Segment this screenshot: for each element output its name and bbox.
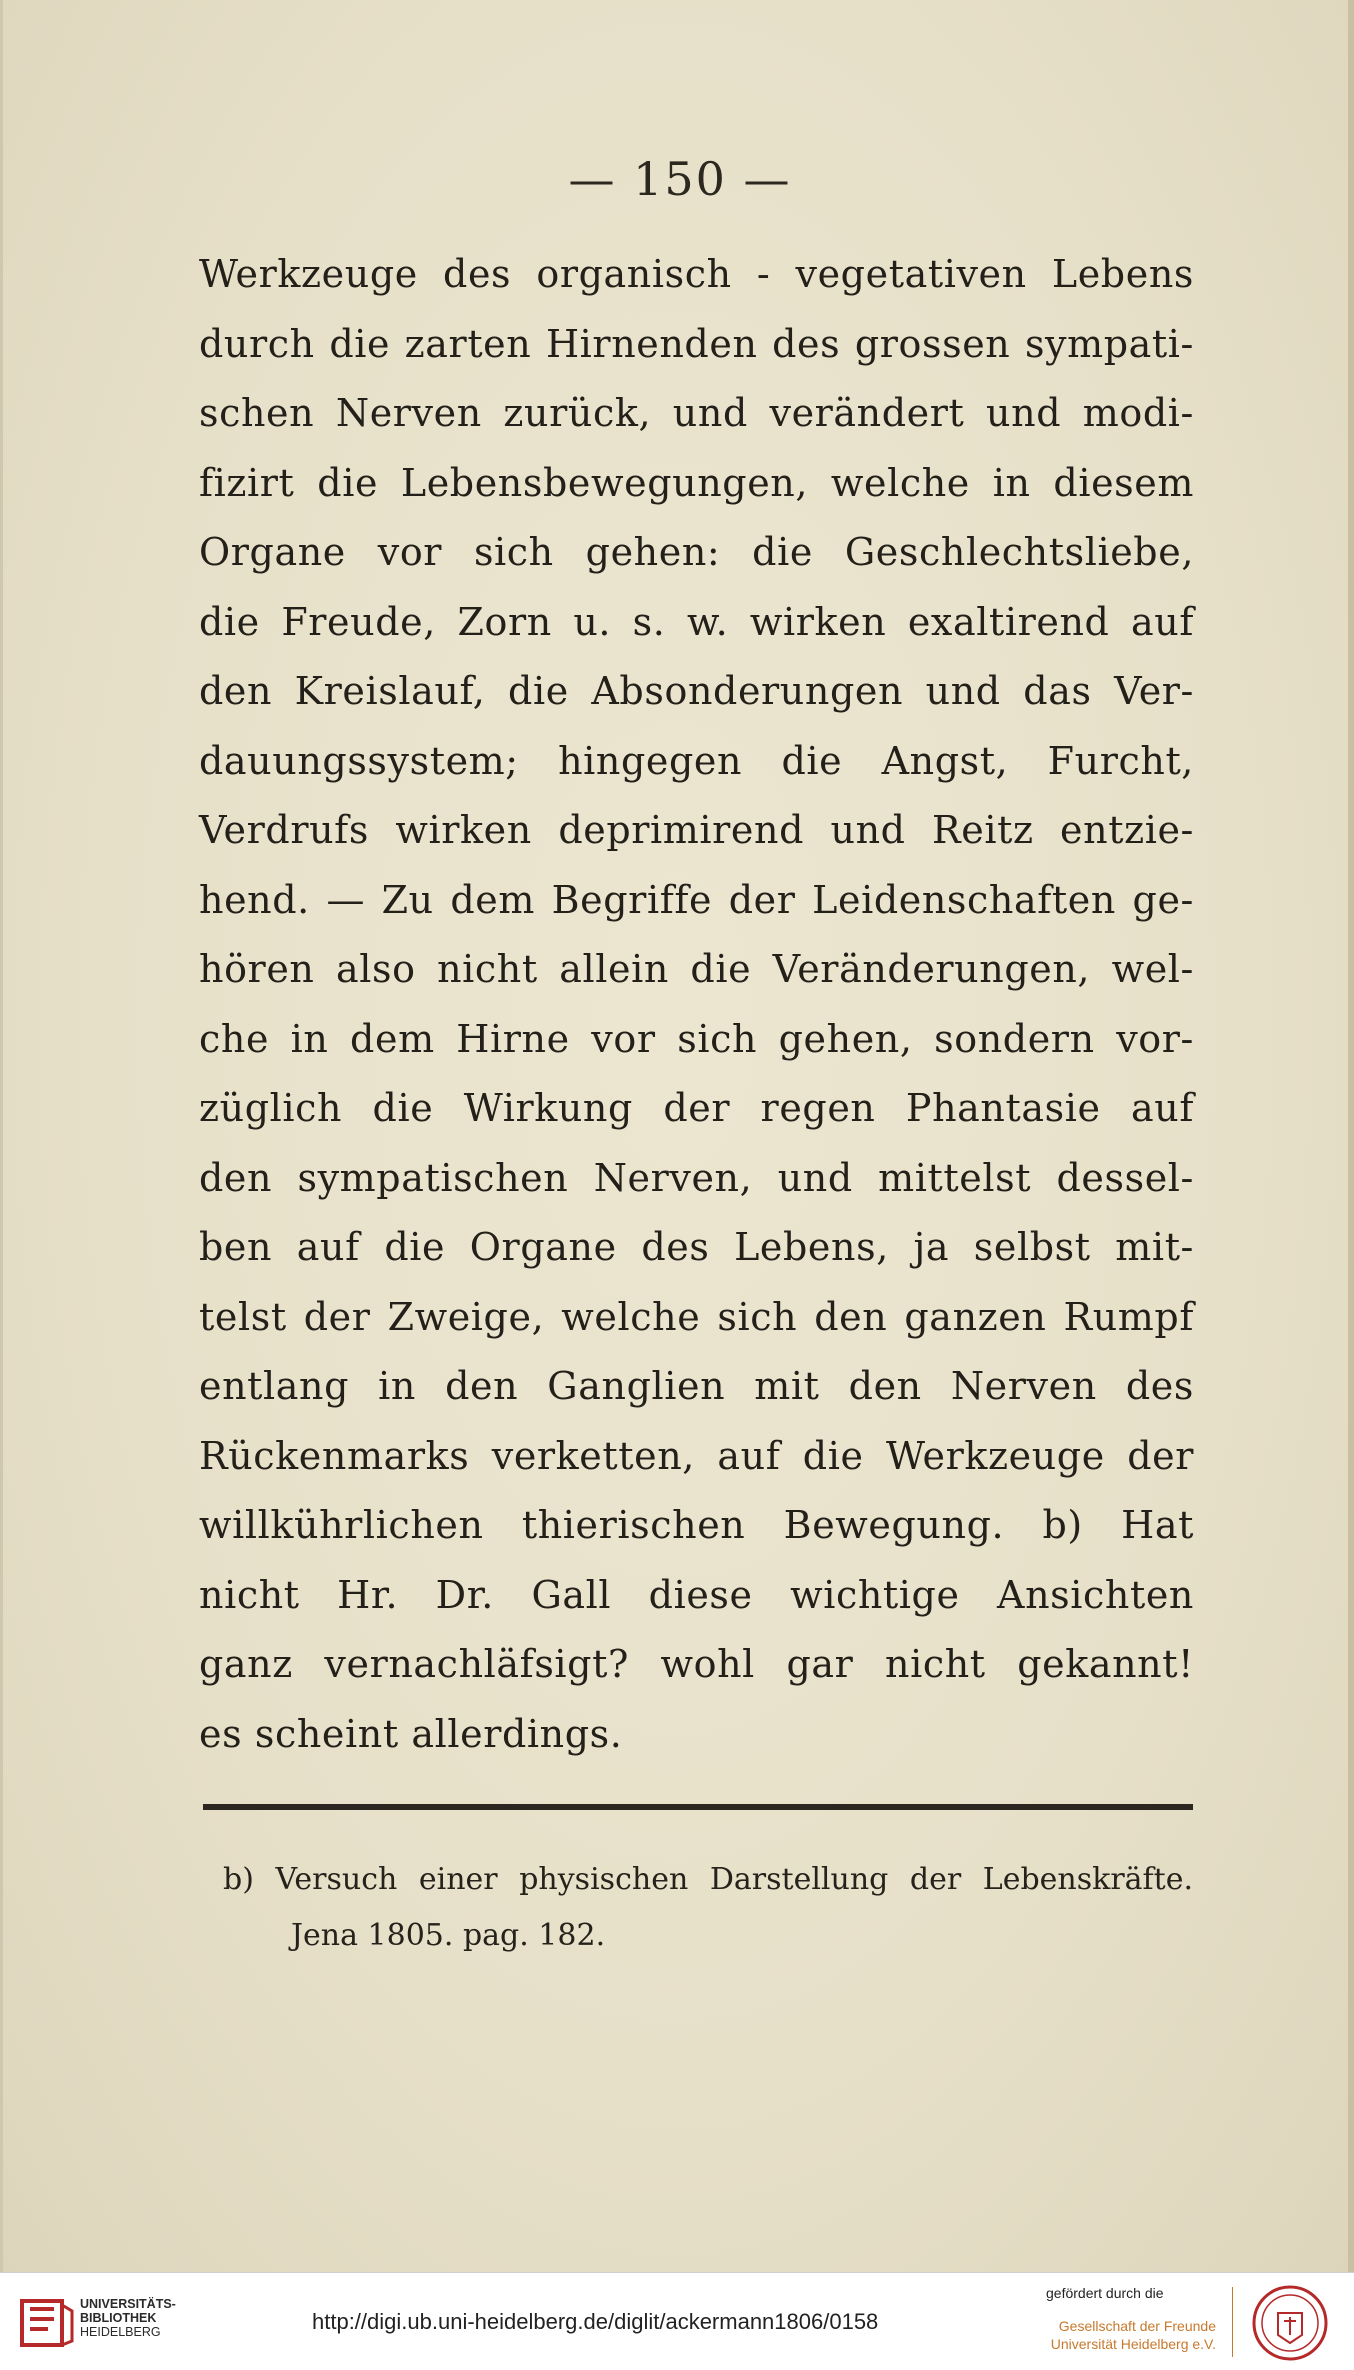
permalink-url[interactable]: http://digi.ub.uni-heidelberg.de/diglit/ackermann1806/0158 (312, 2309, 879, 2334)
funded-by-label: gefördert durch die (1046, 2285, 1164, 2301)
footnote-rule (203, 1804, 1193, 1810)
text-line: che in dem Hirne vor sich gehen, sondern vor- (199, 1016, 1194, 1061)
footnote-line: Jena 1805. pag. 182. (291, 1918, 606, 1953)
text-line: ben auf die Organe des Lebens, ja selbst mit- (199, 1225, 1194, 1269)
footer-divider (1232, 2287, 1233, 2357)
text-line: fizirt die Lebensbewegungen, welche in diesem (199, 460, 1194, 505)
text-line: nicht Hr. Dr. Gall diese wichtige Ansichten (199, 1572, 1194, 1617)
text-line: züglich die Wirkung der regen Phantasie auf (199, 1086, 1194, 1130)
text-line: Rückenmarks verketten, auf die Werkzeuge der (199, 1433, 1194, 1478)
text-line: entlang in den Ganglien mit den Nerven des (199, 1364, 1194, 1408)
text-line: Organe vor sich gehen: die Geschlechtsliebe, (199, 530, 1194, 574)
text-line: telst der Zweige, welche sich den ganzen Rumpf (199, 1294, 1194, 1339)
footnote (223, 1852, 1193, 1964)
viewer-footer (0, 2272, 1354, 2370)
text-line: willkührlichen thierischen Bewegung. b) Hat (199, 1503, 1194, 1547)
text-line: hören also nicht allein die Veränderungen, wel- (199, 947, 1194, 991)
text-line: den sympatischen Nerven, und mittelst dessel- (199, 1155, 1194, 1200)
library-logo-icon[interactable] (14, 2291, 78, 2355)
library-name-line: BIBLIOTHEK (80, 2311, 157, 2325)
body-text (199, 240, 1194, 1769)
society-name-line: Universität Heidelberg e.V. (1050, 2336, 1216, 2352)
text-line: Werkzeuge des organisch - vegetativen Lebens (199, 252, 1194, 296)
text-line: ganz vernachläfsigt? wohl gar nicht gekannt! (199, 1642, 1194, 1686)
footnote-line: b) Versuch einer physischen Darstellung der Lebenskräfte. (223, 1862, 1193, 1897)
text-line: schen Nerven zurück, und verändert und modi- (199, 391, 1194, 435)
page-number: — 150 — (568, 152, 792, 206)
text-line: die Freude, Zorn u. s. w. wirken exaltirend auf (199, 599, 1194, 644)
society-name-line: Gesellschaft der Freunde (1058, 2318, 1216, 2334)
text-line: es scheint allerdings. (199, 1711, 623, 1756)
text-line: den Kreislauf, die Absonderungen und das Ver- (199, 669, 1194, 713)
university-seal-icon (1250, 2283, 1330, 2363)
text-line: hend. — Zu dem Begriffe der Leidenschaften ge- (199, 877, 1194, 922)
society-name[interactable] (1050, 2317, 1216, 2353)
text-line: Verdrufs wirken deprimirend und Reitz entzie- (199, 808, 1194, 852)
text-line: dauungssystem; hingegen die Angst, Furcht, (199, 738, 1194, 783)
text-line: durch die zarten Hirnenden des grossen sympati- (199, 321, 1194, 366)
library-name-line: UNIVERSITÄTS- (80, 2297, 176, 2311)
library-name[interactable] (80, 2297, 176, 2339)
library-name-line: HEIDELBERG (80, 2325, 161, 2339)
